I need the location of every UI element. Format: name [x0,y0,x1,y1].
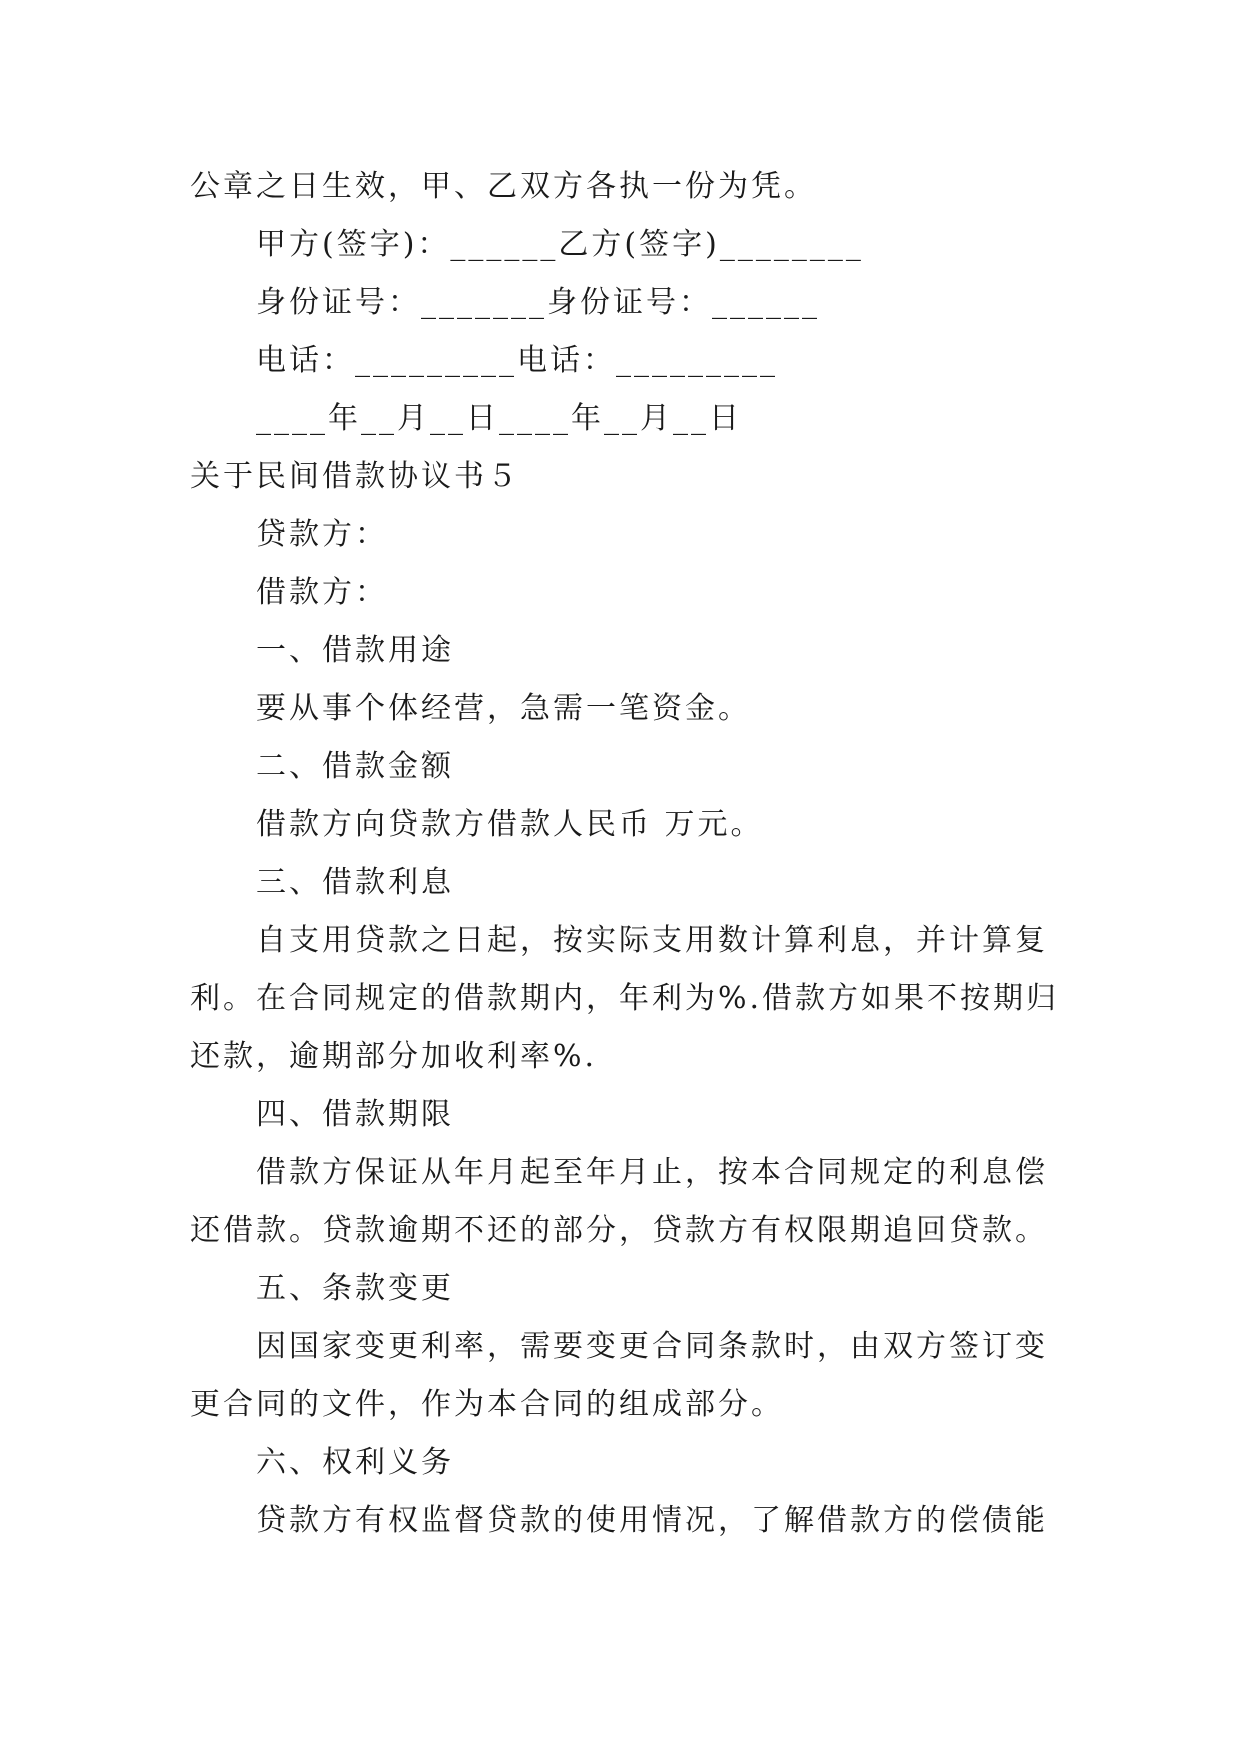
text-line: 还款，逾期部分加收利率%. [190,1039,598,1074]
text-line: 贷款方： [256,517,388,552]
document-body [190,158,1070,1550]
text-line: 贷款方有权监督贷款的使用情况，了解借款方的偿债能 [256,1503,1048,1538]
text-line: 借款方： [256,575,388,610]
text-line: 要从事个体经营，急需一笔资金。 [256,691,751,726]
text-line: 身份证号：_______身份证号：______ [256,285,820,320]
clause-heading: 六、权利义务 [256,1445,454,1480]
clause-heading: 三、借款利息 [256,865,454,900]
clause-heading: 四、借款期限 [256,1097,454,1132]
clause-heading: 一、借款用途 [256,633,454,668]
text-line: 借款方保证从年月起至年月止，按本合同规定的利息偿 [256,1155,1048,1190]
text-line: 电话：_________电话：_________ [256,343,778,378]
text-line: 因国家变更利率，需要变更合同条款时，由双方签订变 [256,1329,1048,1364]
text-line: 甲方(签字)：______乙方(签字)________ [256,227,864,262]
text-line: 还借款。贷款逾期不还的部分，贷款方有权限期追回贷款。 [190,1213,1048,1248]
text-line: ____年__月__日____年__月__日 [256,401,742,436]
text-line: 利。在合同规定的借款期内，年利为%.借款方如果不按期归 [190,981,1060,1016]
text-line: 自支用贷款之日起，按实际支用数计算利息，并计算复 [256,923,1048,958]
clause-heading: 五、条款变更 [256,1271,454,1306]
section-title: 关于民间借款协议书５ [190,459,520,494]
text-line: 公章之日生效，甲、乙双方各执一份为凭。 [190,169,817,204]
clause-heading: 二、借款金额 [256,749,454,784]
text-line: 借款方向贷款方借款人民币 万元。 [256,807,764,842]
text-line: 更合同的文件，作为本合同的组成部分。 [190,1387,784,1422]
